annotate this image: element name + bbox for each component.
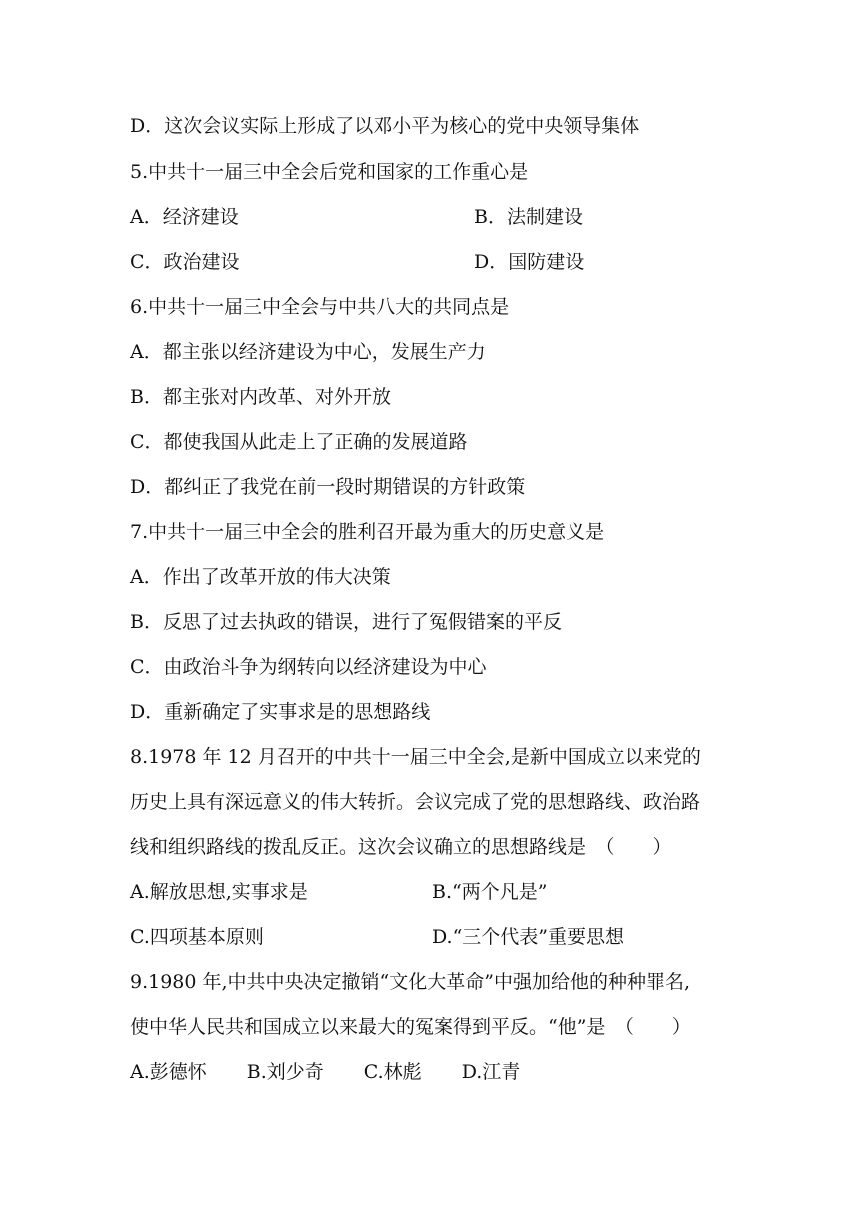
- q9-stem-line-2: 使中华人民共和国成立以来最大的冤案得到平反。“他”是 （ ）: [130, 1016, 691, 1038]
- q6-option-d: D．都纠正了我党在前一段时期错误的方针政策: [130, 476, 526, 498]
- q7-option-d: D．重新确定了实事求是的思想路线: [130, 701, 431, 723]
- q9-option-d: D.江青: [461, 1061, 521, 1083]
- q8-stem-line-1: 8.1978 年 12 月召开的中共十一届三中全会,是新中国成立以来党的: [130, 746, 701, 768]
- q7-option-a: A．作出了改革开放的伟大决策: [130, 566, 391, 588]
- q9-option-a: A.彭德怀: [130, 1061, 207, 1083]
- q9-option-b: B.刘少奇: [246, 1061, 324, 1083]
- q6-option-b: B．都主张对内改革、对外开放: [130, 386, 391, 408]
- q9-stem-line-1: 9.1980 年,中共中央决定撤销“文化大革命”中强加给他的种种罪名,: [130, 971, 691, 993]
- q8-option-d: D.“三个代表”重要思想: [432, 926, 625, 948]
- q6-option-a: A．都主张以经济建设为中心，发展生产力: [130, 341, 486, 363]
- q9-options-row: [130, 1060, 520, 1084]
- q8-option-b: B.“两个凡是”: [432, 881, 548, 903]
- q4-option-d: D．这次会议实际上形成了以邓小平为核心的党中央领导集体: [130, 115, 640, 137]
- q5-stem: 5.中共十一届三中全会后党和国家的工作重心是: [130, 161, 529, 183]
- q8-stem-line-3: 线和组织路线的拨乱反正。这次会议确立的思想路线是 （ ）: [130, 836, 672, 858]
- q7-option-c: C．由政治斗争为纲转向以经济建设为中心: [130, 656, 487, 678]
- q7-stem: 7.中共十一届三中全会的胜利召开最为重大的历史意义是: [130, 521, 605, 543]
- q9-option-c: C.林彪: [363, 1061, 422, 1083]
- q6-stem: 6.中共十一届三中全会与中共八大的共同点是: [130, 296, 510, 318]
- q8-option-c: C.四项基本原则: [130, 926, 264, 948]
- q5-option-c: C．政治建设: [130, 251, 240, 273]
- q5-option-b: B．法制建设: [474, 206, 583, 228]
- q8-stem-line-2: 历史上具有深远意义的伟大转折。会议完成了党的思想路线、政治路: [130, 791, 701, 813]
- q7-option-b: B．反思了过去执政的错误，进行了冤假错案的平反: [130, 611, 562, 633]
- q5-option-d: D．国防建设: [474, 251, 585, 273]
- q6-option-c: C．都使我国从此走上了正确的发展道路: [130, 431, 468, 453]
- q8-option-a: A.解放思想,实事求是: [130, 881, 308, 903]
- q5-option-a: A．经济建设: [130, 206, 239, 228]
